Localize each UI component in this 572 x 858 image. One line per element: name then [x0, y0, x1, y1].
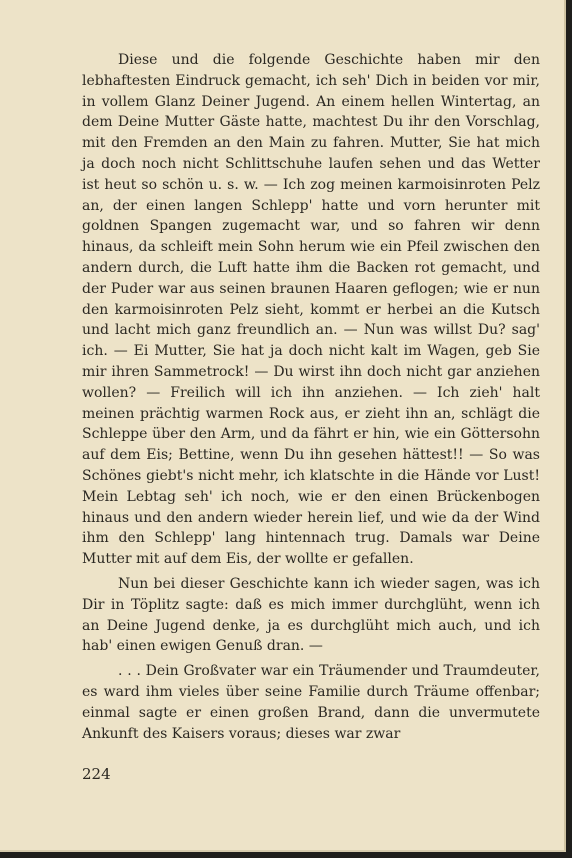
page-text: [82, 50, 540, 744]
paragraph-1: Diese und die folgende Geschichte haben mir den lebhaftesten Eindruck gemacht, ich seh' Dich in beiden vor mir, in vollem Glanz Deiner Jugend. An einem hellen Wintertag, an dem Deine Mutter Gäste hatte, machtest Du ihr den Vorschlag, mit den Fremden an den Main zu fahren. Mutter, Sie hat mich ja doch noch nicht Schlittschuhe laufen sehen und das Wetter ist heut so schön u. s. w. — Ich zog meinen karmoisinroten Pelz an, der einen langen Schlepp' hatte und vorn herunter mit goldnen Spangen zugemacht war, und so fahren wir denn hinaus, da schleift mein Sohn herum wie ein Pfeil zwischen den andern durch, die Luft hatte ihm die Backen rot gemacht, und der Puder war aus seinen braunen Haaren geflogen; wie er nun den karmoisinroten Pelz sieht, kommt er herbei an die Kutsch und lacht mich ganz freundlich an. — Nun was willst Du? sag' ich. — Ei Mutter, Sie hat ja doch nicht kalt im Wagen, geb Sie mir ihren Sammetrock! — Du wirst ihn doch nicht gar anziehen wollen? — Freilich will ich ihn anziehen. — Ich zieh' halt meinen prächtig warmen Rock aus, er zieht ihn an, schlägt die Schleppe über den Arm, und da fährt er hin, wie ein Göttersohn auf dem Eis; Bettine, wenn Du ihn gesehen hättest!! — So was Schönes giebt's nicht mehr, ich klatschte in die Hände vor Lust! Mein Lebtag seh' ich noch, wie er den einen Brückenbogen hinaus und den andern wieder herein lief, und wie da der Wind ihm den Schlepp' lang hintennach trug. Damals war Deine Mutter mit auf dem Eis, der wollte er gefallen.: [82, 52, 540, 568]
paragraph-2: Nun bei dieser Geschichte kann ich wieder sagen, was ich Dir in Töplitz sagte: daß es mich immer durchglüht, wenn ich an Deine Jugend denke, ja es durchglüht mich auch, und ich hab' einen ewigen Genuß dran. —: [82, 575, 540, 655]
paragraph-3: . . . Dein Großvater war ein Träumender und Traumdeuter, es ward ihm vieles über seine Familie durch Träume offenbar; einmal sagte er einen großen Brand, dann die unvermutete Ankunft des Kaisers voraus; dieses war zwar: [82, 663, 540, 742]
page-number: 224: [82, 765, 111, 783]
